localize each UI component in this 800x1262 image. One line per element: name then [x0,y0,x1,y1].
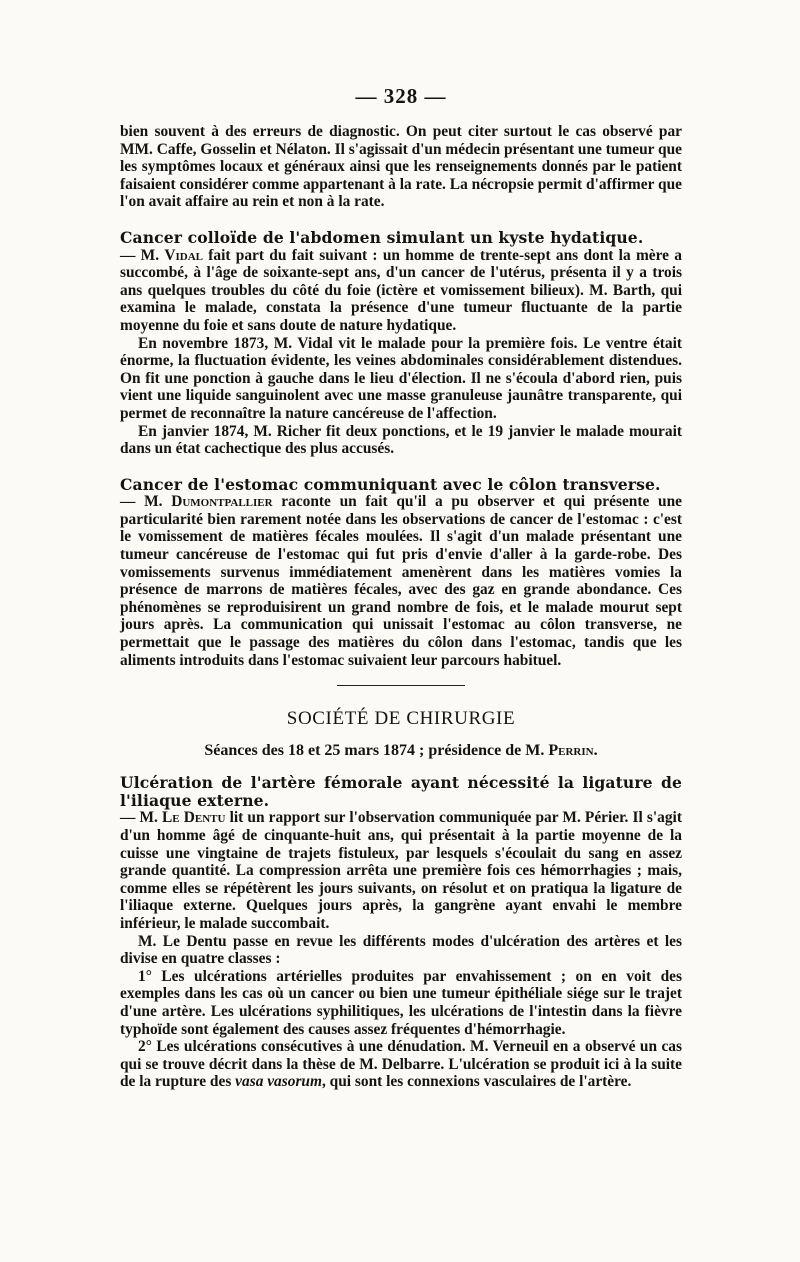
page-number: — 328 — [355,84,447,108]
paragraph-text: 2° Les ulcérations consécutives à une dénudation. M. Verneuil en a observé un cas qui se trouve décrit dans la thèse de M. Delbarre. L'ulcération se produit ici à la suite de la rupture des [120,1038,682,1091]
author-name: Dumontpallier [171,493,273,511]
paragraph [120,1038,682,1091]
section-ulceration-femorale [120,774,682,932]
seance-end: . [593,742,598,760]
section-title: Cancer colloïde de l'abdomen simulant un kyste hydatique. [120,227,644,247]
section-divider [337,685,465,686]
lead-dash: — M. [120,809,158,827]
paragraph-text: lit un rapport sur l'observation communiquée par M. Périer. Il s'agit d'un homme âgé de cinquante-huit ans, qui présentait à la partie moyenne de la cuisse une vingtaine de trajets fistuleux, par lesquels s'écoulait du sang en assez grande quantité. La compression arrêta une première fois ces hémorrhagies ; mais, comme elles se répétèrent les jours suivants, on résolut et on pratiqua la ligature de l'iliaque externe. Quelques jours après, la gangrène ayant envahi le membre inférieur, le malade succombait. [120,809,682,932]
section-cancer-estomac [120,476,682,670]
paragraph: En janvier 1874, M. Richer fit deux ponctions, et le 19 janvier le malade mourait dans un état cachectique des plus accusés. [120,422,682,458]
seance-line [120,742,682,760]
president-name: Perrin [548,742,594,760]
paragraph: 1° Les ulcérations artérielles produites par envahissement ; on en voit des exemples dans les cas où un cancer ou bien une tumeur épithéliale siége sur le trajet d'une artère. Les ulcérations syphilitiques, les ulcérations de l'intestin dans la fièvre typhoïde sont également des causes assez fréquentes d'hémorrhagie. [120,967,682,1038]
section-title: Ulcération de l'artère fémorale ayant nécessité la ligature de l'iliaque externe. [120,773,682,810]
section-title: Cancer de l'estomac communiquant avec le côlon transverse. [120,474,661,494]
intro-paragraph: bien souvent à des erreurs de diagnostic. On peut citer surtout le cas observé par MM. Caffe, Gosselin et Nélaton. Il s'agissait d'un médecin présentant une tumeur que les symptômes locaux et généraux ainsi que les renseignements donnés par le patient faisaient considérer comme appartenant à la rate. La nécropsie permit d'affirmer que l'on avait affaire au rein et non à la rate. [120,123,682,211]
society-heading: SOCIÉTÉ DE CHIRURGIE [286,708,516,730]
paragraph: En novembre 1873, M. Vidal vit le malade pour la première fois. Le ventre était énorme, la fluctuation évidente, les veines abdominales considérablement distendues. On fit une ponction à gauche dans le lieu d'élection. Il ne s'écoula d'abord rien, puis vient une liquide sanguinolent avec une masse granuleuse jaunâtre transparente, qui permet de reconnaître la nature cancéreuse de l'affection. [120,334,682,422]
paragraph-text: raconte un fait qu'il a pu observer et qui présente une particularité bien rarement notée dans les observations de cancer de l'estomac : c'est le vomissement de matières fécales moulées. Il s'agit d'un malade présentant une tumeur cancéreuse de l'estomac qui fut pris d'envie d'aller à la garde-robe. Des vomissements survenus immédiatement amenèrent dans les matières vomies la présence de marrons de matières fécales, avec des gaz en grande abondance. Ces phénomènes se reproduisirent un grand nombre de fois, et le malade mourut sept jours après. La communication qui unissait l'estomac au côlon transverse, ne permettait que le passage des matières du côlon dans l'estomac, tandis que les aliments introduits dans l'estomac suivaient leur parcours habituel. [120,493,682,669]
lead-dash: — M. [120,493,163,511]
paragraph-text: fait part du fait suivant : un homme de trente-sept ans dont la mère a succombé, à l'âge de soixante-sept ans, d'un cancer de l'utérus, présenta il y a trois ans quelques troubles du côté du foie (ictère et vomissement bilieux). M. Barth, qui examina le malade, constata la présence d'une tumeur fluctuante de la partie moyenne du foie et sans doute de nature hydatique. [120,246,682,334]
seance-text: Séances des 18 et 25 mars 1874 ; présidence de M. [204,742,545,760]
paragraph-text: , qui sont les connexions vasculaires de l'artère. [321,1073,632,1091]
italic-term: vasa vasorum [235,1073,322,1091]
author-name: Vidal [164,246,203,264]
section-cancer-colloide [120,229,682,335]
lead-dash: — M. [120,246,160,264]
author-name: Le Dentu [162,809,226,827]
paragraph: M. Le Dentu passe en revue les différents modes d'ulcération des artères et les divise en quatre classes : [120,932,682,968]
